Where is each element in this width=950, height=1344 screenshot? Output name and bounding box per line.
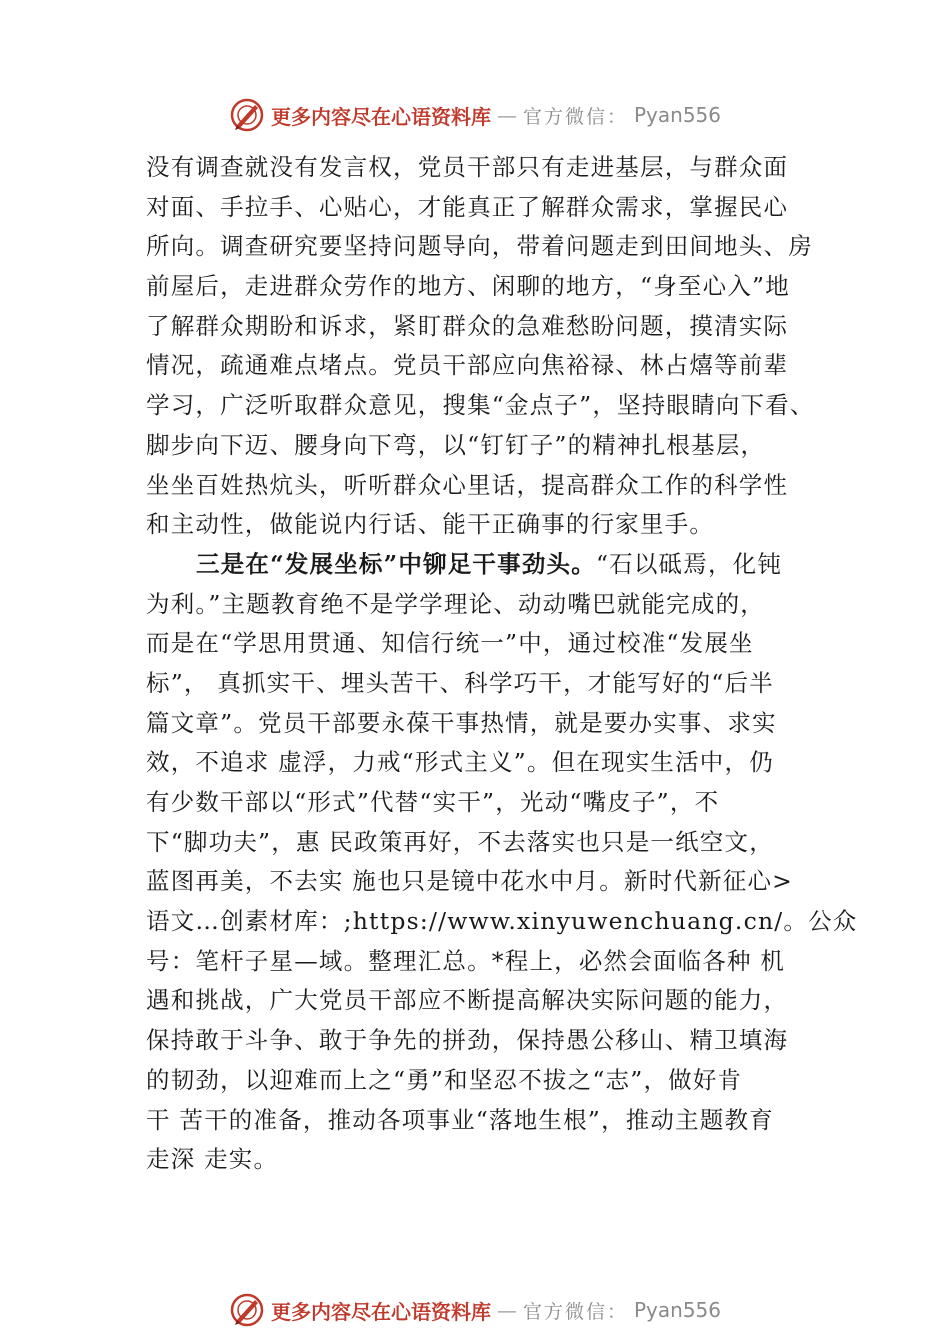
body-line: 保持敢于斗争、敢于争先的拼劲，保持愚公移山、精卫填海 — [146, 1026, 789, 1055]
body-line: 标”， 真抓实干、埋头苦干、科学巧干，才能写好的“后半 — [146, 668, 774, 697]
footer-wechat-id: Pyan556 — [634, 1298, 722, 1322]
paragraph-heading-rest: “石以砥焉，化钝 — [595, 549, 783, 578]
body-line: 情况，疏通难点堵点。党员干部应向焦裕禄、林占熺等前辈 — [146, 351, 789, 380]
body-line: 效，不追求 虚浮，力戒“形式主义”。但在现实生活中，仍 — [146, 748, 774, 777]
footer-wechat-label: 官方微信： — [522, 1300, 628, 1323]
body-line: 下“脚功夫”，惠 民政策再好，不去落实也只是一纸空文， — [146, 827, 774, 856]
brand-logo-icon — [229, 97, 265, 133]
paragraph-heading: 三是在“发展坐标”中铆足干事劲头。 — [196, 549, 596, 578]
header-banner — [0, 95, 950, 135]
body-line: 号：笔杆子星—域。整理汇总。*程上，必然会面临各种 机 — [146, 946, 786, 975]
footer-brand-text: 更多内容尽在心语资料库 — [270, 1299, 491, 1324]
body-line: 遇和挑战，广大党员干部应不断提高解决实际问题的能力， — [146, 986, 789, 1015]
body-line: 篇文章”。党员干部要永葆干事热情，就是要办实事、求实 — [146, 708, 777, 737]
footer-separator: — — [496, 1298, 517, 1322]
body-line: 语文…创素材库：;https://www.xinyuwenchuang.cn/。公众 — [146, 907, 858, 936]
body-line: 干 苦干的准备，推动各项事业“落地生根”，推动主题教育 — [146, 1105, 774, 1134]
body-line: 而是在“学思用贯通、知信行统一”中，通过校准“发展坐 — [146, 629, 754, 658]
footer-banner — [0, 1290, 950, 1330]
body-line: 坐坐百姓热炕头，听听群众心里话，提高群众工作的科学性 — [146, 470, 789, 499]
body-line: 所向。调查研究要坚持问题导向，带着问题走到田间地头、房 — [146, 232, 813, 261]
body-line: 学习，广泛听取群众意见，搜集“金点子”，坚持眼睛向下看、 — [146, 391, 815, 420]
body-line: 前屋后，走进群众劳作的地方、闲聊的地方，“身至心入”地 — [146, 272, 790, 301]
body-line: 脚步向下迈、腰身向下弯，以“钉钉子”的精神扎根基层， — [146, 430, 766, 459]
body-line: 和主动性，做能说内行话、能干正确事的行家里手。 — [146, 510, 715, 539]
body-line: 走深 走实。 — [146, 1145, 279, 1174]
body-line: 没有调查就没有发言权，党员干部只有走进基层，与群众面 — [146, 153, 789, 181]
body-line: 有少数干部以“形式”代替“实干”，光动“嘴皮子”，不 — [146, 788, 720, 816]
header-separator: — — [496, 103, 517, 127]
body-line: 为利。”主题教育绝不是学学理论、动动嘴巴就能完成的， — [146, 589, 765, 618]
body-line: 了解群众期盼和诉求，紧盯群众的急难愁盼问题，摸清实际 — [146, 311, 789, 340]
body-line: 蓝图再美，不去实 施也只是镜中花水中月。新时代新征心> — [146, 867, 794, 896]
body-line: 的韧劲，以迎难而上之“勇”和坚忍不拔之“志”，做好肯 — [146, 1065, 743, 1094]
document-body — [146, 148, 858, 1180]
brand-logo-icon — [229, 1292, 265, 1328]
header-wechat-label: 官方微信： — [522, 105, 628, 128]
paragraph-heading-line — [146, 545, 826, 585]
header-brand-text: 更多内容尽在心语资料库 — [270, 104, 491, 129]
header-wechat-id: Pyan556 — [634, 103, 722, 127]
body-line: 对面、手拉手、心贴心，才能真正了解群众需求，掌握民心 — [146, 192, 789, 221]
